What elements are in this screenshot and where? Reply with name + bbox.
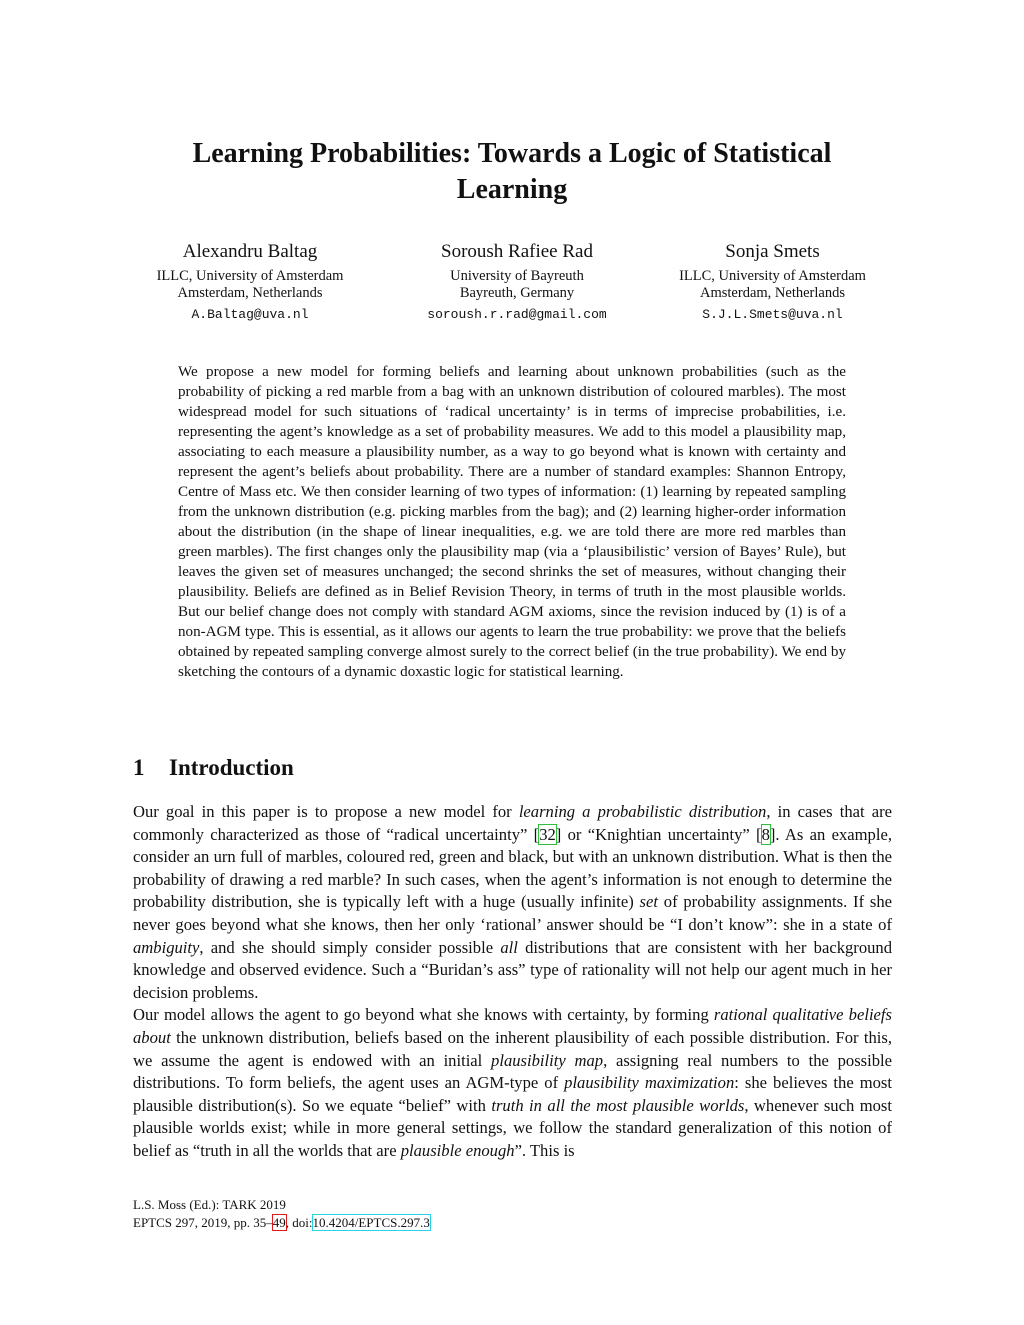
citation-link[interactable]: 8 [761,824,770,844]
paragraph [133,1004,892,1162]
text-run: , in cases that are commonly characterized as those of “radical uncertainty” [ [133,802,892,844]
text-run: ] or “Knightian uncertainty” [ [555,824,762,844]
text-run: distributions that are consistent with her background knowledge and observed evidence. Such a “Buridan’s ass” type of rationality will not help our agent much in her decision problems. [133,937,893,1002]
emphasis: rational qualitative beliefs about [133,1005,892,1047]
text-run: , doi: [285,1215,313,1230]
emphasis: truth in all the most plausible worlds [491,1095,745,1115]
affiliation-line: University of Bayreuth [450,268,584,284]
author-name: Soroush Rafiee Rad [441,241,593,262]
footer-proceedings: L.S. Moss (Ed.): TARK 2019 [133,1197,286,1212]
footer-citation [133,1214,430,1232]
affiliation-line: Amsterdam, Netherlands [177,285,323,301]
emphasis: plausibility map [491,1050,604,1070]
text-run: Our goal in this paper is to propose a new model for [133,802,519,821]
paragraph [133,801,892,1004]
author-name: Alexandru Baltag [182,241,318,262]
author-email[interactable]: A.Baltag@uva.nl [191,307,309,322]
emphasis: learning a probabilistic distribution [518,802,767,821]
text-run: ]. As an example, consider an urn full of marbles, coloured red, green and black, but with an unknown distribution. What is then the probability of drawing a red marble? In such cases, when the agent’s information is not enough to determine the probability distribution, she is typically left with a huge (usually infinite) [133,824,892,912]
author-email[interactable]: S.J.L.Smets@uva.nl [702,307,843,322]
text-run: , and she should simply consider possible [199,937,501,957]
author-email[interactable]: soroush.r.rad@gmail.com [427,307,607,322]
paper-title: Learning Probabilities: Towards a Logic of Statistical Learning [192,138,832,205]
introduction-body [133,801,892,1163]
doi-link[interactable]: 10.4204/EPTCS.297.3 [312,1215,430,1230]
emphasis: all [500,937,518,957]
section-heading [133,754,294,782]
author-name: Sonja Smets [725,241,820,262]
author-affiliation [145,268,355,302]
text-run: , whenever such most plausible worlds exist; while in more general settings, we follow the standard generalization of this notion of belief as “truth in all the worlds that are [133,1095,892,1160]
emphasis: plausibility maximization [564,1073,735,1093]
citation-link[interactable]: 32 [539,824,556,844]
text-run: EPTCS 297, 2019, pp. 35– [133,1215,273,1230]
author-affiliation [412,268,622,302]
page-footer [133,1196,430,1232]
text-run: the unknown distribution, beliefs based on the inherent plausibility of each possible distribution. For this, we assume the agent is endowed with an initial [133,1027,892,1070]
emphasis: plausible enough [400,1140,515,1160]
text-run: , assigning real numbers to the possible distributions. To form beliefs, the agent uses an AGM-type of [133,1050,893,1093]
emphasis: set [639,892,658,912]
section-number: 1 [133,755,145,780]
emphasis: ambiguity [133,937,200,957]
text-run: ”. This is [514,1140,575,1160]
author-affiliation [655,268,890,302]
author-block [655,241,890,323]
author-block [145,241,355,323]
text-run: : she believes the most plausible distribution(s). So we equate “belief” with [133,1073,892,1115]
affiliation-line: ILLC, University of Amsterdam [679,268,866,284]
abstract: We propose a new model for forming beliefs and learning about unknown probabilities (such as the probability of picking a red marble from a bag with an unknown distribution of coloured marbles). The most widespread model for such situations of ‘radical uncertainty’ is in terms of imprecise probabilities, i.e. representing the agent’s knowledge as a set of probability measures. We add to this model a plausibility map, associating to each measure a plausibility number, as a way to go beyond what is known with certainty and represent the agent’s beliefs about probability. There are a number of standard examples: Shannon Entropy, Centre of Mass etc. We then consider learning of two types of information: (1) learning by repeated sampling from the unknown distribution (e.g. picking marbles from the bag); and (2) learning higher-order information about the distribution (in the shape of linear inequalities, e.g. we are told there are more red marbles than green marbles). The first changes only the plausibility map (via a ‘plausibilistic’ version of Bayes’ Rule), but leaves the given set of measures unchanged; the second shrinks the set of measures, without changing their plausibility. Beliefs are defined as in Belief Revision Theory, in terms of truth in the most plausible worlds. But our belief change does not comply with standard AGM axioms, since the revision induced by (1) is of a non-AGM type. This is essential, as it allows our agents to learn the true probability: we prove that the beliefs obtained by repeated sampling converge almost surely to the correct belief (in the true probability). We end by sketching the contours of a dynamic doxastic logic for statistical learning. [178,364,846,680]
affiliation-line: Bayreuth, Germany [459,285,575,301]
text-run: of probability assignments. If she never goes beyond what she knows, then her only ‘rational’ answer should be “I don’t know”: she in a state of [133,892,893,934]
text-run: Our model allows the agent to go beyond what she knows with certainty, by forming [133,1005,714,1025]
affiliation-line: ILLC, University of Amsterdam [156,268,344,284]
last-page-link[interactable]: 49 [272,1215,286,1230]
affiliation-line: Amsterdam, Netherlands [700,285,845,301]
author-block [412,241,622,323]
section-title: Introduction [169,755,294,780]
